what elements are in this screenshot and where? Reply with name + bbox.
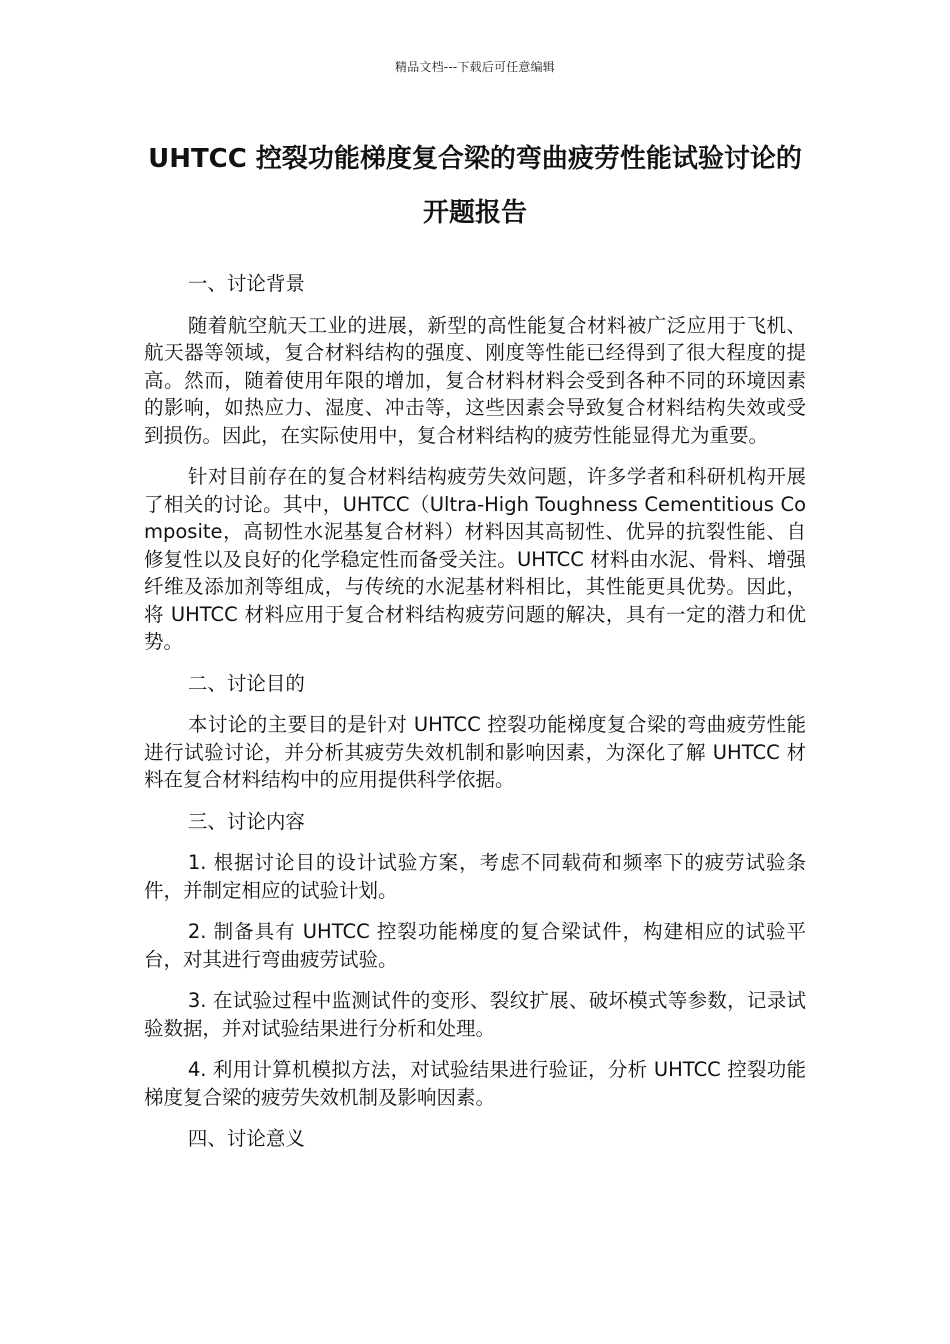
document-body [144, 270, 806, 1167]
paragraph-background-2: 针对目前存在的复合材料结构疲劳失效问题，许多学者和科研机构开展了相关的讨论。其中，UHTCC（Ultra-High Toughness Cementitious Composite，高韧性水泥基复合材料）材料因其高韧性、优异的抗裂性能、自修复性以及良好的化学稳定性而备受关注。UHTCC 材料由水泥、骨料、增强纤维及添加剂等组成，与传统的水泥基材料相比，其性能更具优势。因此，将 UHTCC 材料应用于复合材料结构疲劳问题的解决，具有一定的潜力和优势。 [144, 465, 806, 653]
content-item-1: 1. 根据讨论目的设计试验方案，考虑不同载荷和频率下的疲劳试验条件，并制定相应的试验计划。 [144, 851, 806, 902]
section-heading-purpose: 二、讨论目的 [187, 671, 305, 695]
section-heading-background: 一、讨论背景 [187, 272, 305, 295]
section-heading-content: 三、讨论内容 [187, 809, 305, 833]
content-item-3: 3. 在试验过程中监测试件的变形、裂纹扩展、破坏模式等参数，记录试验数据，并对试验结果进行分析和处理。 [144, 989, 806, 1040]
section-heading-significance: 四、讨论意义 [187, 1127, 305, 1150]
paragraph-background-1: 随着航空航天工业的进展，新型的高性能复合材料被广泛应用于飞机、航天器等领域，复合材料结构的强度、刚度等性能已经得到了很大程度的提高。然而，随着使用年限的增加，复合材料材料会受到各种不同的环境因素的影响，如热应力、湿度、冲击等，这些因素会导致复合材料结构失效或受到损伤。因此，在实际使用中，复合材料结构的疲劳性能显得尤为重要。 [144, 313, 806, 447]
document-title: UHTCC 控裂功能梯度复合梁的弯曲疲劳性能试验讨论的开题报告 [148, 144, 802, 228]
header-note: 精品文档---下载后可任意编辑 [395, 60, 555, 74]
paragraph-purpose-1: 本讨论的主要目的是针对 UHTCC 控裂功能梯度复合梁的弯曲疲劳性能进行试验讨论，并分析其疲劳失效机制和影响因素，为深化了解 UHTCC 材料在复合材料结构中的应用提供科学依据。 [144, 713, 806, 791]
content-item-2: 2. 制备具有 UHTCC 控裂功能梯度的复合梁试件，构建相应的试验平台，对其进行弯曲疲劳试验。 [144, 920, 806, 971]
content-item-4: 4. 利用计算机模拟方法，对试验结果进行验证，分析 UHTCC 控裂功能梯度复合梁的疲劳失效机制及影响因素。 [144, 1058, 806, 1109]
